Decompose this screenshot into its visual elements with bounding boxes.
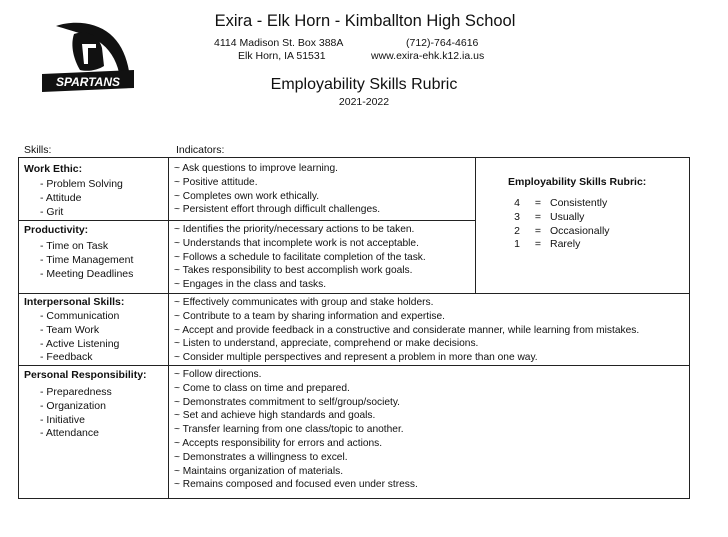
subskill-list bbox=[40, 178, 123, 219]
section-title-interpersonal-skills: Interpersonal Skills: bbox=[24, 296, 125, 308]
indicator: ~ Positive attitude. bbox=[174, 176, 258, 188]
section-title-work-ethic: Work Ethic: bbox=[24, 163, 83, 175]
subskill-list bbox=[40, 310, 119, 365]
school-year: 2021-2022 bbox=[338, 96, 390, 108]
scale-label: Occasionally bbox=[550, 224, 610, 237]
subskill-list bbox=[40, 240, 133, 281]
subskill: - Preparedness bbox=[40, 386, 112, 398]
scale-label: Consistently bbox=[550, 197, 608, 209]
indicator: ~ Maintains organization of materials. bbox=[174, 465, 344, 477]
indicator: ~ Transfer learning from one class/topic to another. bbox=[174, 424, 404, 436]
indicator: ~ Accept and provide feedback in a constructive and considerate manner, while learning from mistakes. bbox=[174, 324, 640, 336]
indicator-list bbox=[174, 223, 426, 292]
indicator: ~ Identifies the priority/necessary actions to be taken. bbox=[174, 224, 415, 235]
indicator: ~ Come to class on time and prepared. bbox=[174, 382, 350, 394]
phone-number: (712)-764-4616 bbox=[406, 37, 479, 49]
indicator: ~ Effectively communicates with group and stake holders. bbox=[174, 297, 434, 308]
scale-value: 2 bbox=[514, 224, 520, 237]
row-divider bbox=[18, 220, 476, 221]
rating-scale bbox=[508, 197, 610, 252]
subskill: - Grit bbox=[40, 205, 64, 218]
indicator: ~ Follow directions. bbox=[174, 369, 262, 380]
scale-row bbox=[508, 197, 610, 211]
row-divider bbox=[18, 293, 690, 294]
address-line1: 4114 Madison St. Box 388A bbox=[214, 37, 344, 49]
skills-column-header: Skills: bbox=[24, 144, 52, 156]
subskill: - Problem Solving bbox=[40, 178, 123, 190]
indicator: ~ Engages in the class and tasks. bbox=[174, 279, 327, 291]
indicator-list bbox=[174, 162, 380, 217]
website-link[interactable]: www.exira-ehk.k12.ia.us bbox=[371, 50, 485, 62]
indicator: ~ Consider multiple perspectives and represent a problem in more than one way. bbox=[174, 352, 538, 364]
scale-separator: = bbox=[534, 197, 542, 209]
scale-separator: = bbox=[534, 224, 542, 237]
scale-value: 3 bbox=[514, 210, 520, 223]
indicator: ~ Completes own work ethically. bbox=[174, 190, 320, 202]
indicator-list bbox=[174, 296, 639, 365]
scale-divider bbox=[475, 157, 476, 294]
page-title: Employability Skills Rubric bbox=[270, 76, 458, 93]
subskill: - Team Work bbox=[40, 323, 100, 336]
address-line2: Elk Horn, IA 51531 bbox=[238, 50, 326, 62]
subskill: - Active Listening bbox=[40, 337, 120, 350]
scale-row bbox=[508, 211, 610, 225]
subskill: - Attendance bbox=[40, 427, 99, 440]
logo-text: SPARTANS bbox=[55, 75, 121, 89]
indicator: ~ Remains composed and focused even under stress. bbox=[174, 479, 418, 491]
scale-value: 4 bbox=[514, 197, 520, 209]
indicator-list bbox=[174, 368, 418, 492]
scale-separator: = bbox=[534, 238, 542, 251]
indicator: ~ Accepts responsibility for errors and actions. bbox=[174, 437, 383, 449]
scale-value: 1 bbox=[514, 238, 520, 251]
indicator: ~ Listen to understand, appreciate, comprehend or make decisions. bbox=[174, 338, 479, 350]
indicator: ~ Takes responsibility to best accomplish work goals. bbox=[174, 265, 413, 277]
scale-row bbox=[508, 238, 610, 252]
column-divider bbox=[168, 157, 169, 499]
indicator: ~ Contribute to a team by sharing information and expertise. bbox=[174, 310, 445, 322]
section-title-productivity: Productivity: bbox=[24, 224, 89, 236]
indicators-column-header: Indicators: bbox=[176, 144, 225, 156]
subskill: - Communication bbox=[40, 310, 120, 322]
indicator: ~ Set and achieve high standards and goals. bbox=[174, 410, 376, 422]
scale-row bbox=[508, 225, 610, 239]
indicator: ~ Persistent effort through difficult challenges. bbox=[174, 204, 381, 216]
subskill: - Organization bbox=[40, 399, 106, 412]
indicator: ~ Demonstrates a willingness to excel. bbox=[174, 451, 348, 463]
subskill: - Attitude bbox=[40, 191, 82, 204]
subskill: - Meeting Deadlines bbox=[40, 267, 134, 280]
scale-label: Rarely bbox=[550, 238, 581, 251]
subskill-list bbox=[40, 386, 112, 441]
subskill: - Initiative bbox=[40, 413, 85, 426]
indicator: ~ Understands that incomplete work is not acceptable. bbox=[174, 237, 419, 249]
scale-separator: = bbox=[534, 210, 542, 223]
indicator: ~ Ask questions to improve learning. bbox=[174, 163, 338, 174]
section-title-personal-responsibility: Personal Responsibility: bbox=[24, 369, 147, 381]
scale-label: Usually bbox=[550, 210, 585, 223]
subskill: - Feedback bbox=[40, 351, 93, 364]
scale-title: Employability Skills Rubric: bbox=[508, 176, 647, 188]
indicator: ~ Demonstrates commitment to self/group/society. bbox=[174, 396, 401, 408]
indicator: ~ Follows a schedule to facilitate completion of the task. bbox=[174, 251, 426, 263]
school-name: Exira - Elk Horn - Kimballton High School bbox=[214, 12, 516, 30]
subskill: - Time Management bbox=[40, 253, 134, 266]
subskill: - Time on Task bbox=[40, 240, 109, 252]
